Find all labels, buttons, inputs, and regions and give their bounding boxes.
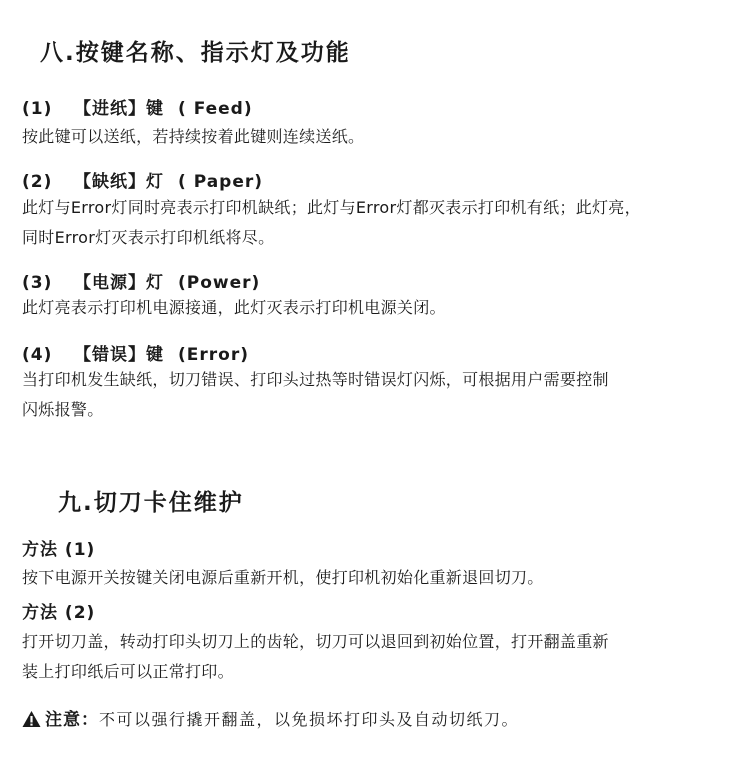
item-english: (Power): [178, 273, 261, 293]
item-2-heading: [22, 167, 263, 192]
description-line: 打开切刀盖，转动打印头切刀上的齿轮，切刀可以退回到初始位置，打开翻盖重新: [22, 632, 609, 651]
item-4-heading: [22, 340, 249, 365]
description-line: 装上打印纸后可以正常打印。: [22, 662, 234, 681]
description-line: 按下电源开关按键关闭电源后重新开机，使打印机初始化重新退回切刀。: [22, 568, 544, 587]
note-label: 注意：: [45, 710, 99, 730]
method-1-description: [22, 563, 747, 593]
section-9-title: 九.切刀卡住维护: [58, 490, 244, 516]
item-name: 【电源】灯: [74, 273, 164, 293]
item-3-heading: [22, 268, 260, 293]
item-2-description: [22, 193, 747, 253]
item-number: (4): [22, 345, 53, 365]
description-line: 此灯与Error灯同时亮表示打印机缺纸；此灯与Error灯都灭表示打印机有纸；此灯亮，: [22, 198, 641, 217]
description-line: 此灯亮表示打印机电源接通，此灯灭表示打印机电源关闭。: [22, 298, 446, 317]
item-english: (Error): [178, 345, 249, 365]
item-name: 【错误】键: [74, 345, 164, 365]
item-1-heading: [22, 94, 253, 119]
item-name: 【缺纸】灯: [74, 172, 164, 192]
item-english: ( Paper): [178, 172, 264, 192]
description-line: 闪烁报警。: [22, 400, 104, 419]
warning-icon: [22, 710, 41, 735]
note-text: 不可以强行撬开翻盖，以免损坏打印头及自动切纸刀。: [99, 710, 520, 729]
section-8-title: 八.按键名称、指示灯及功能: [40, 40, 351, 66]
method-1-label: 方法 (1): [22, 540, 96, 560]
method-2-description: [22, 627, 747, 687]
item-4-description: [22, 365, 747, 425]
item-number: (2): [22, 172, 53, 192]
item-name: 【进纸】键: [74, 99, 164, 119]
item-3-description: [22, 293, 747, 323]
item-number: (3): [22, 273, 53, 293]
item-english: ( Feed): [178, 99, 253, 119]
warning-note: [22, 708, 519, 735]
item-1-description: [22, 122, 747, 152]
description-line: 同时Error灯灭表示打印机纸将尽。: [22, 228, 275, 247]
description-line: 按此键可以送纸，若持续按着此键则连续送纸。: [22, 127, 365, 146]
item-number: (1): [22, 99, 53, 119]
description-line: 当打印机发生缺纸，切刀错误、打印头过热等时错误灯闪烁，可根据用户需要控制: [22, 370, 609, 389]
method-2-label: 方法 (2): [22, 603, 96, 623]
